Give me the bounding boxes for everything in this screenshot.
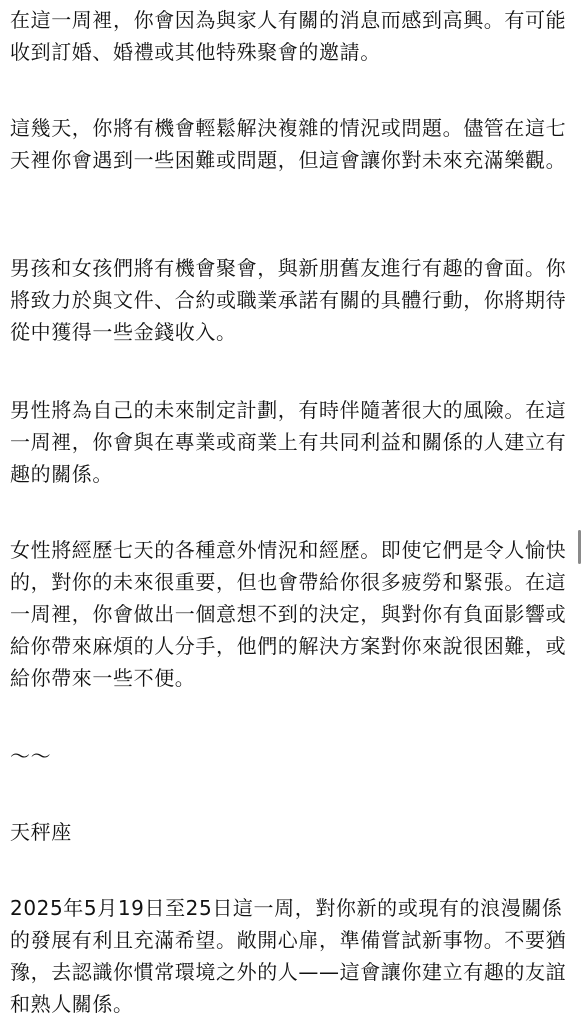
sign-heading-libra: 天秤座	[10, 820, 72, 844]
scrollbar-thumb[interactable]	[578, 530, 581, 564]
section-separator: ～～	[10, 744, 52, 768]
paragraph-women: 女性將經歷七天的各種意外情況和經歷。即使它們是令人愉快的，對你的未來很重要，但也會帶給你很多疲勞和緊張。在這一周裡，你會做出一個意想不到的決定，與對你有負面影響或給你帶來麻煩的人分手，他們的解決方案對你來說很困難，或給你帶來一些不便。	[10, 538, 567, 690]
paragraph-libra-weekly: 2025年5月19日至25日這一周，對你新的或現有的浪漫關係的發展有利且充滿希望。敞開心扉，準備嘗試新事物。不要猶豫，去認識你慣常環境之外的人——這會讓你建立有趣的友誼和熟人關係。	[10, 896, 567, 1016]
paragraph-family-news: 在這一周裡，你會因為與家人有關的消息而感到高興。有可能收到訂婚、婚禮或其他特殊聚會的邀請。	[10, 8, 567, 64]
paragraph-solving-problems: 這幾天，你將有機會輕鬆解決複雜的情況或問題。儘管在這七天裡你會遇到一些困難或問題，但這會讓你對未來充滿樂觀。	[10, 116, 567, 172]
paragraph-men: 男性將為自己的未來制定計劃，有時伴隨著很大的風險。在這一周裡，你會與在專業或商業上有共同利益和關係的人建立有趣的關係。	[10, 398, 567, 486]
paragraph-boys-and-girls: 男孩和女孩們將有機會聚會，與新朋舊友進行有趣的會面。你將致力於與文件、合約或職業承諾有關的具體行動，你將期待從中獲得一些金錢收入。	[10, 256, 567, 344]
